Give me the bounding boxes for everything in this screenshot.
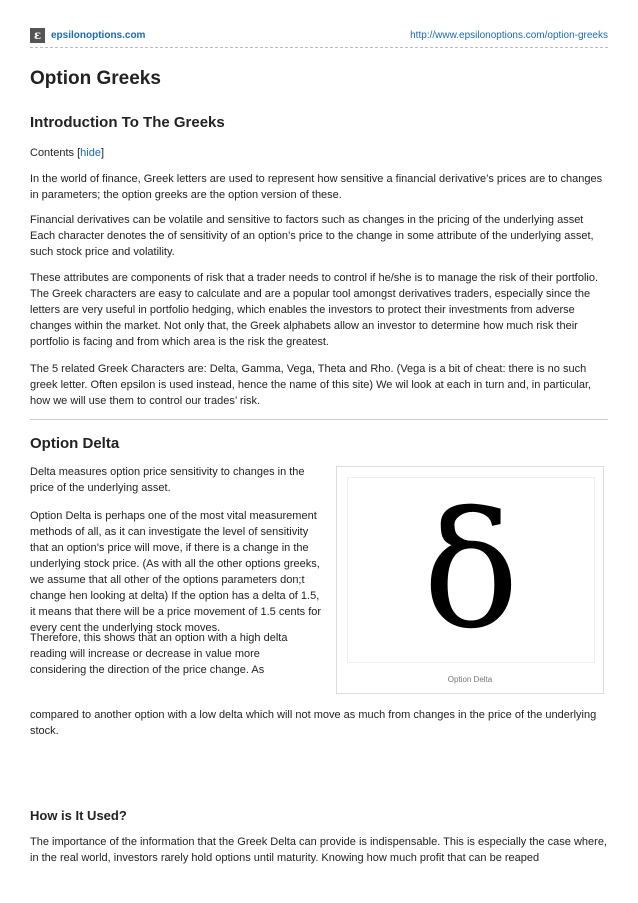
page-title: Option Greeks (30, 68, 161, 89)
contents-close: ] (100, 147, 104, 159)
how-used-paragraph-1: The importance of the information that the Greek Delta can provide is indispensable. This is especially the case where, in the real world, investors rarely hold options until maturity. Knowing how much profit that can be reaped (30, 836, 607, 864)
intro-paragraph-4: The 5 related Greek Characters are: Delta, Gamma, Vega, Theta and Rho. (Vega is a bit of cheat: there is no such greek letter. Often epsilon is used instead, hence the name of this site) We wil look at each in turn and, in particular, how we will use them to control our trades’ risk. (30, 363, 592, 407)
epsilon-logo-icon: ε (30, 28, 45, 43)
site-link[interactable]: epsilonoptions.com (51, 30, 146, 41)
section-divider (30, 419, 608, 420)
header-divider (30, 47, 608, 48)
contents-toggle (30, 145, 608, 161)
delta-paragraph-3b: compared to another option with a low delta which will not move as much from changes in the price of the underlying stock. (30, 709, 597, 737)
intro-heading: Introduction To The Greeks (30, 114, 225, 131)
page-url-link[interactable]: http://www.epsilonoptions.com/option-greeks (410, 30, 608, 41)
delta-paragraph-2: Option Delta is perhaps one of the most vital measurement methods of all, as it can investigate the level of sensitivity that an option’s price will move, if there is a change in the underlying stock price. (As with all the other options greeks, we assume that all other of the options parameters don;t change hen looking at delta) If the option has a delta of 1.5, it means that there will be a price movement of 1.5 cents for every cent the underlying stock moves. (30, 510, 322, 634)
intro-paragraph-1: In the world of finance, Greek letters are used to represent how sensitive a financial derivative’s prices are to changes in parameters; the option greeks are the option version of these. (30, 173, 603, 201)
delta-paragraph-1: Delta measures option price sensitivity to changes in the price of the underlying asset. (30, 466, 305, 494)
contents-label: Contents [ (30, 147, 81, 159)
delta-symbol: δ (422, 477, 520, 664)
page-header (30, 26, 608, 48)
delta-image (347, 477, 595, 663)
how-used-heading: How is It Used? (30, 808, 127, 823)
delta-heading: Option Delta (30, 435, 120, 452)
intro-paragraph-3: These attributes are components of risk that a trader needs to control if he/she is to manage the risk of their portfolio. The Greek characters are easy to calculate and are a popular tool amongst derivatives traders, especially since the letters are very useful in portfolio hedging, which enables the investors to protect their investments from adverse changes within the market. Not only that, the Greek alphabets allow an investor to determine how much risk their portfolio is facing and from which area is the risk the greatest. (30, 272, 599, 348)
hide-contents-link[interactable]: hide (80, 147, 101, 159)
figure-caption: Option Delta (447, 675, 493, 684)
intro-paragraph-2: Financial derivatives can be volatile and sensitive to factors such as changes in the pricing of the underlying asset Each character denotes the of sensitivity of an option’s price to the change in some attribute of the underlying asset, such stock price and volatility. (30, 214, 594, 258)
delta-paragraph-3a: Therefore, this shows that an option with a high delta reading will increase or decrease in value more considering the direction of the price change. As (30, 632, 288, 676)
delta-figure (336, 466, 604, 694)
